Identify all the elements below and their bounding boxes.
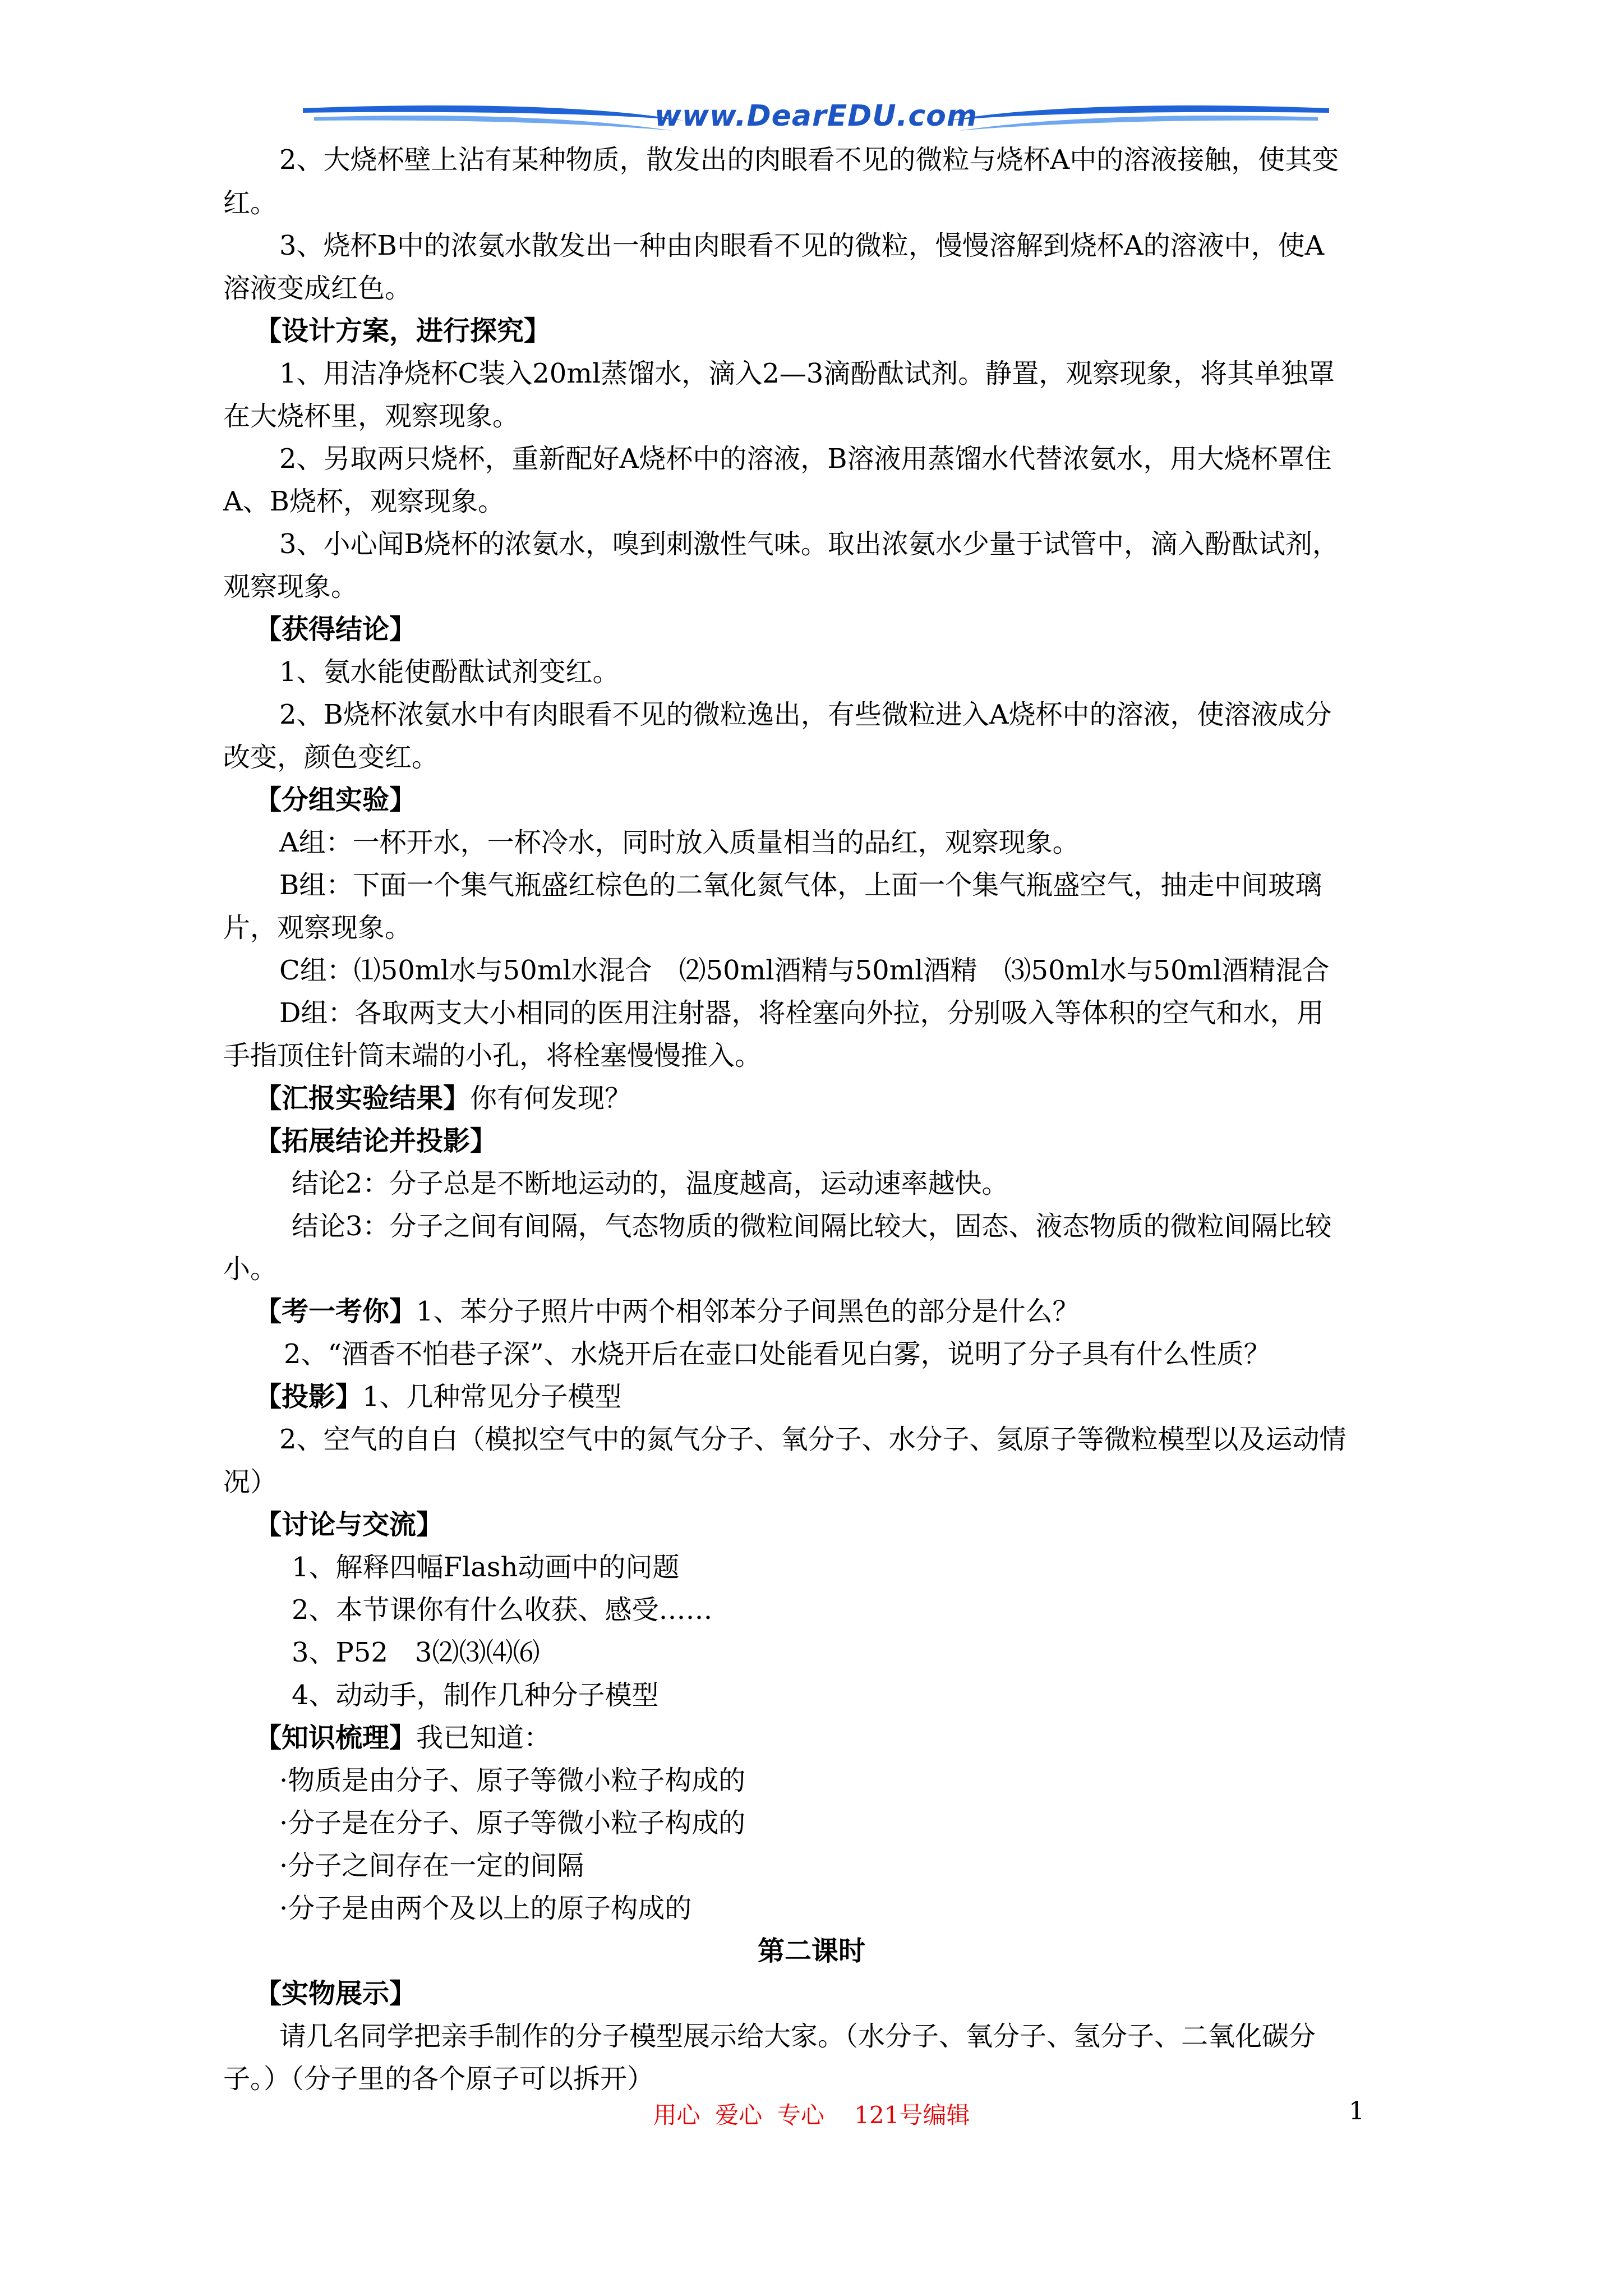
section-heading: 【实物展示】 [255, 1978, 417, 2009]
text-line: 1、用洁净烧杯C装入20ml蒸馏水，滴入2—3滴酚酞试剂。静置，观察现象，将其单独罩 [279, 358, 1335, 389]
text-line: 请几名同学把亲手制作的分子模型展示给大家。（水分子、氧分子、氢分子、二氧化碳分 [279, 2021, 1316, 2052]
text-line: 结论2：分子总是不断地运动的，温度越高，运动速率越快。 [292, 1168, 1009, 1199]
text-line: 溶液变成红色。 [223, 273, 412, 304]
section-heading: 【投影】 [255, 1381, 363, 1412]
list-item: ·分子是在分子、原子等微小粒子构成的 [279, 1807, 746, 1839]
text-line: 结论3：分子之间有间隔，气态物质的微粒间隔比较大，固态、液态物质的微粒间隔比较 [292, 1211, 1332, 1242]
text-line: 手指顶住针筒末端的小孔，将栓塞慢慢推入。 [223, 1040, 762, 1071]
page-number: 1 [1349, 2097, 1364, 2125]
text-line: 4、动动手，制作几种分子模型 [292, 1680, 659, 1711]
line-rest: 1、几种常见分子模型 [362, 1381, 622, 1412]
text-line [255, 1295, 1080, 1328]
text-line: 3、P52 3⑵⑶⑷⑹ [292, 1637, 540, 1668]
list-item: ·分子是由两个及以上的原子构成的 [279, 1893, 692, 1924]
site-url[interactable]: www.DearEDU.com [654, 99, 978, 133]
text-line: D组：各取两支大小相同的医用注射器，将栓塞向外拉，分别吸入等体积的空气和水，用 [279, 997, 1324, 1029]
text-line: 子。）（分子里的各个原子可以拆开） [223, 2063, 654, 2095]
text-line: A、B烧杯，观察现象。 [223, 486, 505, 517]
line-rest: 你有何发现？ [470, 1083, 632, 1114]
text-line: 2、另取两只烧杯，重新配好A烧杯中的溶液，B溶液用蒸馏水代替浓氨水，用大烧杯罩住 [279, 443, 1332, 475]
text-line: 3、烧杯B中的浓氨水散发出一种由肉眼看不见的微粒，慢慢溶解到烧杯A的溶液中，使A [279, 230, 1325, 261]
text-line: B组：下面一个集气瓶盛红棕色的二氧化氮气体，上面一个集气瓶盛空气，抽走中间玻璃 [279, 869, 1322, 901]
text-line: 小。 [223, 1253, 278, 1285]
section-heading: 【获得结论】 [255, 614, 417, 645]
text-line: 2、大烧杯壁上沾有某种物质，散发出的肉眼看不见的微粒与烧杯A中的溶液接触，使其变 [279, 144, 1339, 176]
section-heading: 【考一考你】 [255, 1296, 417, 1327]
footer-text: 用心 爱心 专心 121号编辑 [653, 2101, 970, 2129]
text-line: 改变，颜色变红。 [223, 742, 439, 773]
text-line: A组：一杯开水，一杯冷水，同时放入质量相当的品红，观察现象。 [279, 827, 1080, 858]
lesson-title: 第二课时 [757, 1935, 865, 1967]
list-item: ·物质是由分子、原子等微小粒子构成的 [279, 1765, 746, 1796]
text-line: C组：⑴50ml水与50ml水混合 ⑵50ml酒精与50ml酒精 ⑶50ml水与50ml酒精混合 [279, 955, 1330, 986]
text-line: 观察现象。 [223, 571, 358, 602]
section-heading: 【汇报实验结果】 [255, 1083, 471, 1114]
text-line: 况） [223, 1466, 278, 1498]
text-line: 片，观察现象。 [223, 912, 412, 944]
list-item: ·分子之间存在一定的间隔 [279, 1850, 584, 1881]
text-line: 2、空气的自白（模拟空气中的氮气分子、氧分子、水分子、氦原子等微粒模型以及运动情 [279, 1424, 1347, 1455]
text-line [255, 1721, 551, 1755]
section-heading: 【设计方案，进行探究】 [255, 315, 551, 347]
text-line [255, 1082, 631, 1115]
text-line: 在大烧杯里，观察现象。 [223, 401, 520, 432]
text-line: 2、“酒香不怕巷子深”、水烧开后在壶口处能看见白雾，说明了分子具有什么性质？ [284, 1338, 1271, 1370]
text-line [255, 1380, 622, 1414]
text-line: 2、本节课你有什么收获、感受…… [292, 1594, 713, 1626]
section-heading: 【知识梳理】 [255, 1722, 417, 1754]
section-heading: 【分组实验】 [255, 784, 417, 816]
line-rest: 1、苯分子照片中两个相邻苯分子间黑色的部分是什么？ [416, 1296, 1080, 1327]
line-rest: 我已知道： [416, 1722, 551, 1754]
text-line: 2、B烧杯浓氨水中有肉眼看不见的微粒逸出，有些微粒进入A烧杯中的溶液，使溶液成分 [279, 699, 1332, 730]
text-line: 1、解释四幅Flash动画中的问题 [292, 1552, 680, 1583]
section-heading: 【讨论与交流】 [255, 1509, 444, 1540]
text-line: 3、小心闻B烧杯的浓氨水，嗅到刺激性气味。取出浓氨水少量于试管中，滴入酚酞试剂， [279, 528, 1339, 560]
text-line: 1、氨水能使酚酞试剂变红。 [279, 656, 620, 688]
section-heading: 【拓展结论并投影】 [255, 1125, 497, 1157]
text-line: 红。 [223, 187, 278, 219]
